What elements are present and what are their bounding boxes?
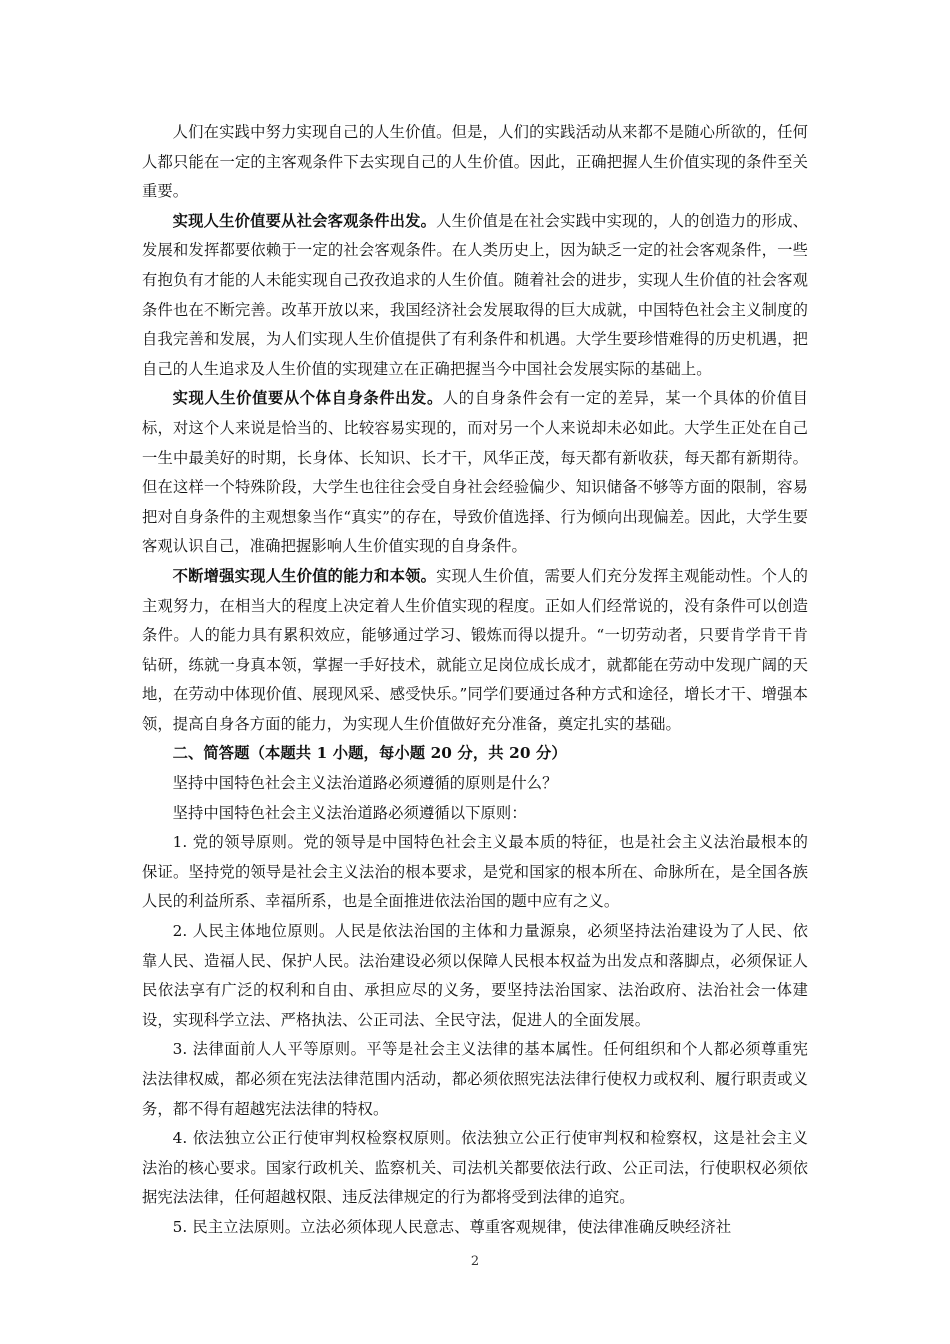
paragraph-lead: 实现人生价值要从个体自身条件出发。 (172, 389, 443, 408)
paragraph-body: 实现人生价值，需要人们充分发挥主观能动性。个人的主观努力，在相当大的程度上决定着人生价值实现的程度。正如人们经常说的，没有条件可以创造条件。人的能力具有累积效应，能够通过学习、锻炼而得以提升。“一切劳动者，只要肯学肯干肯钻研，练就一身真本领，掌握一手好技术，就能立足岗位成长成才，就都能在劳动中发现广阔的天地，在劳动中体现价值、展现风采、感受快乐。”同学们要通过各种方式和途径，增长才干、增强本领，提高自身各方面的能力，为实现人生价值做好充分准备，奠定扎实的基础。 (142, 566, 809, 733)
document-body (142, 118, 808, 1243)
ability-paragraph (142, 562, 808, 740)
principle-item: 5. 民主立法原则。立法必须体现人民意志、尊重客观规律，使法律准确反映经济社 (172, 1217, 732, 1236)
section-heading: 二、简答题（本题共 1 小题，每小题 20 分，共 20 分） (172, 744, 567, 763)
principle-item: 1. 党的领导原则。党的领导是中国特色社会主义最本质的特征，也是社会主义法治最根本的保证。坚持党的领导是社会主义法治的根本要求，是党和国家的根本所在、命脉所在，是全国各族人民的利益所系、幸福所系，也是全面推进依法治国的题中应有之义。 (142, 833, 808, 911)
paragraph-body: 人的自身条件会有一定的差异，某一个具体的价值目标，对这个人来说是恰当的、比较容易实现的，而对另一个人来说却未必如此。大学生正处在自己一生中最美好的时期，长身体、长知识、长才干，风华正茂，每天都有新收获，每天都有新期待。但在这样一个特殊阶段，大学生也往往会受自身社会经验偏少、知识储备不够等方面的限制，容易把对自身条件的主观想象当作“真实”的存在，导致价值选择、行为倾向出现偏差。因此，大学生要客观认识自己，准确把握影响人生价值实现的自身条件。 (142, 389, 808, 556)
social-conditions-paragraph (142, 207, 808, 385)
principle-item: 2. 人民主体地位原则。人民是依法治国的主体和力量源泉，必须坚持法治建设为了人民、依靠人民、造福人民、保护人民。法治建设必须以保障人民根本权益为出发点和落脚点，必须保证人民依法享有广泛的权利和自由、承担应尽的义务，要坚持法治国家、法治政府、法治社会一体建设，实现科学立法、严格执法、公正司法、全民守法，促进人的全面发展。 (142, 922, 808, 1029)
paragraph-lead: 实现人生价值要从社会客观条件出发。 (172, 211, 437, 230)
paragraph-lead: 不断增强实现人生价值的能力和本领。 (172, 566, 437, 585)
paragraph-body: 人们在实践中努力实现自己的人生价值。但是，人们的实践活动从来都不是随心所欲的，任何人都只能在一定的主客观条件下去实现自己的人生价值。因此，正确把握人生价值实现的条件至关重要。 (142, 123, 808, 201)
answer-intro: 坚持中国特色社会主义法治道路必须遵循以下原则： (172, 803, 527, 822)
principle-item: 3. 法律面前人人平等原则。平等是社会主义法律的基本属性。任何组织和个人都必须尊重宪法法律权威，都必须在宪法法律范围内活动，都必须依照宪法法律行使权力或权利、履行职责或义务，都不得有超越宪法法律的特权。 (142, 1040, 808, 1118)
paragraph-body: 人生价值是在社会实践中实现的，人的创造力的形成、发展和发挥都要依赖于一定的社会客观条件。在人类历史上，因为缺乏一定的社会客观条件，一些有抱负有才能的人未能实现自己孜孜追求的人生价值。随着社会的进步，实现人生价值的社会客观条件也在不断完善。改革开放以来，我国经济社会发展取得的巨大成就，中国特色社会主义制度的自我完善和发展，为人们实现人生价值提供了有利条件和机遇。大学生要珍惜难得的历史机遇，把自己的人生追求及人生价值的实现建立在正确把握当今中国社会发展实际的基础上。 (142, 211, 809, 378)
individual-conditions-paragraph (142, 384, 808, 562)
page-number: 2 (470, 1254, 480, 1269)
question-text: 坚持中国特色社会主义法治道路必须遵循的原则是什么？ (172, 774, 558, 793)
principle-item: 4. 依法独立公正行使审判权检察权原则。依法独立公正行使审判权和检察权，这是社会主义法治的核心要求。国家行政机关、监察机关、司法机关都要依法行政、公正司法，行使职权必须依据宪法法律，任何超越权限、违反法律规定的行为都将受到法律的追究。 (142, 1129, 808, 1207)
intro-paragraph (142, 118, 808, 207)
